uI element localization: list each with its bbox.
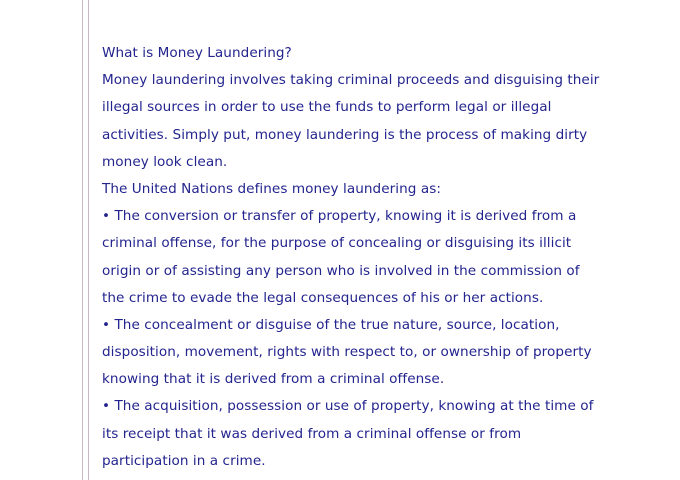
note-line: knowing that it is derived from a criminal offense.: [102, 371, 445, 388]
note-heading: What is Money Laundering?: [102, 45, 292, 61]
margin-line-right: [88, 0, 89, 480]
note-line: Money laundering involves taking criminal proceeds and disguising their: [102, 72, 600, 89]
bullet-line: • The acquisition, possession or use of property, knowing at the time of: [102, 398, 594, 415]
note-line: disposition, movement, rights with respect to, or ownership of property: [102, 344, 592, 361]
note-line: activities. Simply put, money laundering is the process of making dirty: [102, 126, 588, 143]
note-line: origin or of assisting any person who is involved in the commission of: [102, 262, 580, 279]
margin-line-left: [82, 0, 83, 480]
note-line: the crime to evade the legal consequences of his or her actions.: [102, 289, 544, 306]
bullet-line: • The concealment or disguise of the true nature, source, location,: [102, 316, 560, 333]
note-line: The United Nations defines money laundering as:: [102, 180, 441, 197]
bullet-line: • The conversion or transfer of property, knowing it is derived from a: [102, 208, 577, 225]
note-line: its receipt that it was derived from a criminal offense or from: [102, 425, 522, 442]
note-line: criminal offense, for the purpose of concealing or disguising its illicit: [102, 235, 572, 252]
note-line: illegal sources in order to use the funds to perform legal or illegal: [102, 99, 552, 116]
note-line: participation in a crime.: [102, 452, 266, 469]
note-line: money look clean.: [102, 153, 228, 170]
handwritten-note: [102, 40, 670, 475]
